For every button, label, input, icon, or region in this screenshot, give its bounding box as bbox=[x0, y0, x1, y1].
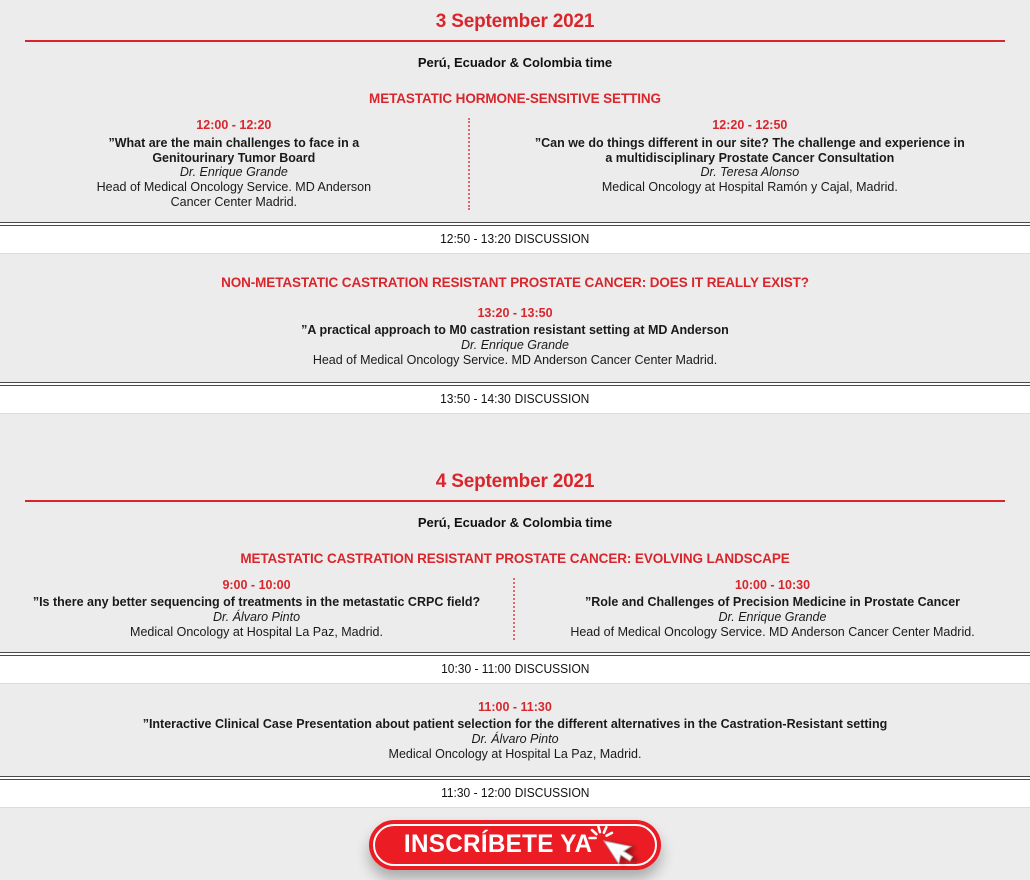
day-1-section-2-heading: NON-METASTATIC CASTRATION RESISTANT PROSTATE CANCER: DOES IT REALLY EXIST? bbox=[221, 274, 809, 290]
session-speaker: Dr. Enrique Grande bbox=[461, 338, 569, 352]
footer bbox=[0, 808, 1030, 870]
discussion-band bbox=[0, 776, 1030, 808]
session bbox=[81, 118, 386, 210]
day-2-divider bbox=[25, 500, 1005, 502]
session-time: 12:00 - 12:20 bbox=[196, 118, 272, 132]
session-time: 12:20 - 12:50 bbox=[712, 118, 788, 132]
session-speaker: Dr. Enrique Grande bbox=[718, 610, 827, 624]
day-2-section-1-heading: METASTATIC CASTRATION RESISTANT PROSTATE CANCER: EVOLVING LANDSCAPE bbox=[240, 550, 790, 566]
session-title: ”Is there any better sequencing of treatments in the metastatic CRPC field? bbox=[32, 595, 481, 610]
session-time: 13:20 - 13:50 bbox=[477, 305, 553, 320]
discussion-time: 11:30 - 12:00 bbox=[440, 785, 511, 800]
session-title: ”A practical approach to M0 castration resistant setting at MD Anderson bbox=[301, 323, 729, 338]
session bbox=[535, 118, 965, 195]
session-affiliation: Medical Oncology at Hospital Ramón y Cajal, Madrid. bbox=[601, 180, 898, 194]
session-speaker: Dr. Enrique Grande bbox=[179, 165, 288, 180]
session-affiliation: Medical Oncology at Hospital La Paz, Madrid. bbox=[388, 746, 642, 761]
session-affiliation: Head of Medical Oncology Service. MD Anderson Cancer Center Madrid. bbox=[570, 624, 975, 639]
register-button[interactable] bbox=[369, 820, 661, 870]
session-time: 10:00 - 10:30 bbox=[734, 577, 811, 592]
day-1-timezone: Perú, Ecuador & Colombia time bbox=[417, 55, 613, 70]
session-time: 9:00 - 10:00 bbox=[222, 577, 291, 592]
session-cell bbox=[0, 578, 515, 640]
discussion-label: DISCUSSION bbox=[514, 661, 590, 676]
session-affiliation: Head of Medical Oncology Service. MD Anderson Cancer Center Madrid. bbox=[312, 352, 718, 367]
session-cell bbox=[470, 118, 1030, 210]
click-cursor-icon bbox=[587, 826, 653, 880]
discussion-time: 13:50 - 14:30 bbox=[440, 391, 512, 406]
discussion-label: DISCUSSION bbox=[514, 785, 590, 800]
day-2-title: 4 September 2021 bbox=[435, 470, 595, 492]
discussion-time: 12:50 - 13:20 bbox=[440, 231, 512, 246]
day-2-sessions-row bbox=[0, 578, 1030, 652]
session-speaker: Dr. Álvaro Pinto bbox=[212, 610, 301, 624]
session-title: ”What are the main challenges to face in a Genitourinary Tumor Board bbox=[108, 135, 360, 165]
session-cell bbox=[0, 118, 470, 210]
register-button-label: INSCRÍBETE YA bbox=[403, 830, 593, 858]
discussion-band bbox=[0, 382, 1030, 414]
session-speaker: Dr. Teresa Alonso bbox=[700, 165, 800, 180]
day-2-timezone: Perú, Ecuador & Colombia time bbox=[417, 514, 613, 530]
session bbox=[0, 306, 1030, 382]
session bbox=[515, 578, 1030, 640]
day-1-sessions-row bbox=[0, 118, 1030, 222]
session-time: 11:00 - 11:30 bbox=[478, 699, 552, 714]
day-1-divider bbox=[25, 40, 1005, 42]
session-speaker: Dr. Álvaro Pinto bbox=[471, 732, 559, 746]
discussion-time: 10:30 - 11:00 bbox=[440, 661, 511, 676]
day-1-section-1-heading: METASTATIC HORMONE-SENSITIVE SETTING bbox=[369, 91, 661, 106]
session bbox=[0, 578, 513, 640]
session-cell bbox=[515, 578, 1030, 640]
discussion-band bbox=[0, 652, 1030, 684]
discussion-band bbox=[0, 222, 1030, 254]
session-affiliation: Head of Medical Oncology Service. MD Anderson Cancer Center Madrid. bbox=[96, 180, 372, 209]
discussion-label: DISCUSSION bbox=[514, 391, 590, 406]
session bbox=[0, 700, 1030, 776]
session-affiliation: Medical Oncology at Hospital La Paz, Madrid. bbox=[130, 624, 383, 639]
session-title: ”Role and Challenges of Precision Medicine in Prostate Cancer bbox=[584, 595, 961, 610]
session-title: ”Can we do things different in our site? The challenge and experience in a multidisciplinary Prostate Cancer Consultation bbox=[534, 135, 965, 165]
discussion-label: DISCUSSION bbox=[514, 231, 590, 246]
day-1 bbox=[0, 0, 1030, 414]
session-title: ”Interactive Clinical Case Presentation about patient selection for the different alternatives in the Castration-Resistant setting bbox=[142, 717, 888, 732]
day-1-title: 3 September 2021 bbox=[435, 11, 595, 32]
day-2 bbox=[0, 460, 1030, 808]
